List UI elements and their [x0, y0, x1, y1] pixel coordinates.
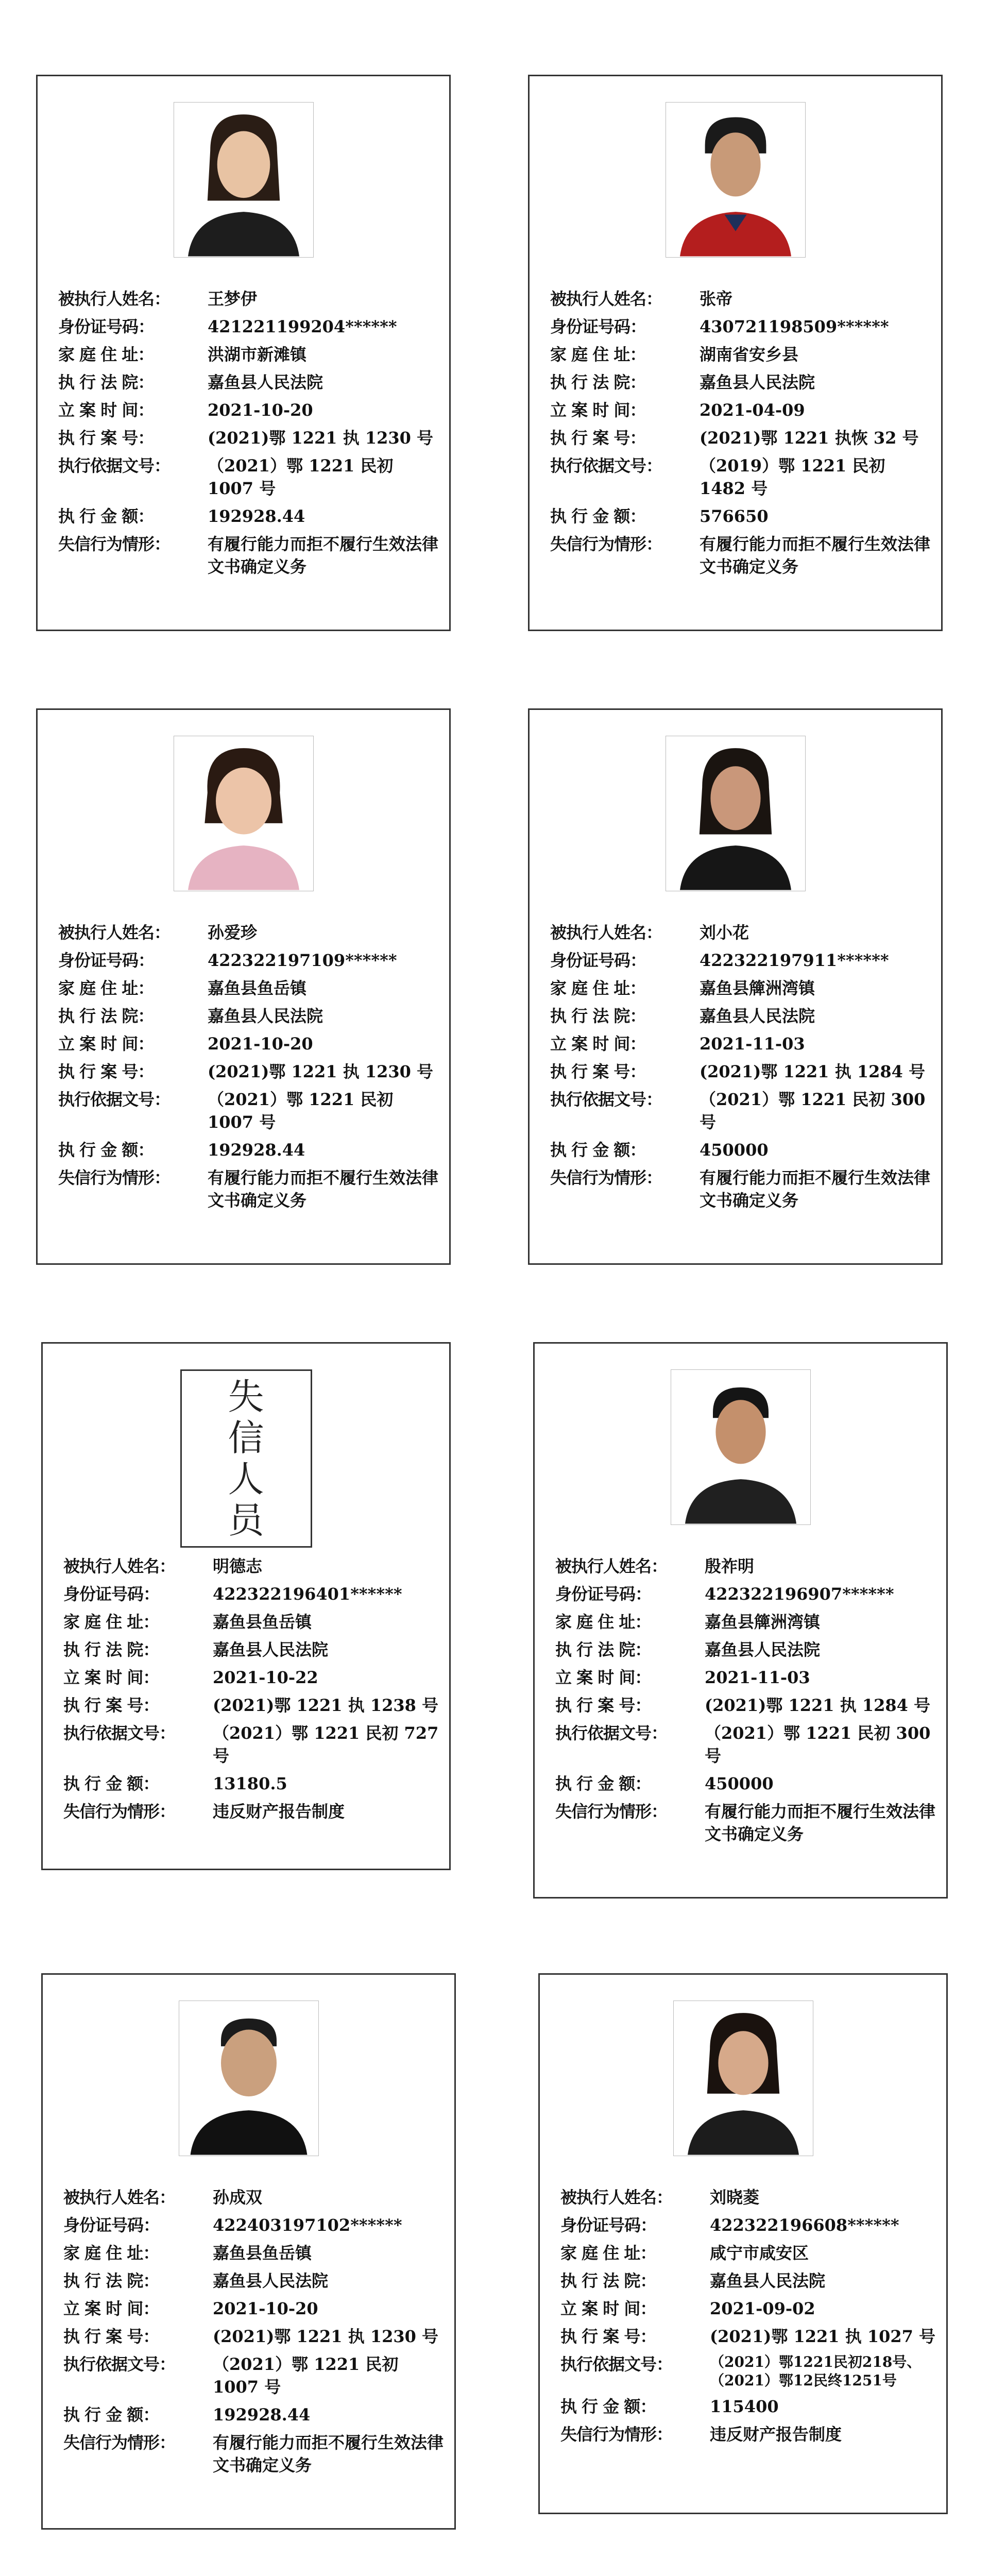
- portrait-photo: [174, 102, 314, 258]
- person-name: 王梦伊: [208, 289, 258, 309]
- dishonest-stamp: [180, 1369, 312, 1548]
- id-number: 422322197911******: [700, 951, 889, 970]
- label-filed: 立 案 时 间：: [550, 400, 646, 420]
- person-name: 明德志: [213, 1556, 263, 1576]
- home-address: 嘉鱼县簰洲湾镇: [705, 1612, 821, 1632]
- id-number: 422322197109******: [208, 951, 397, 970]
- dishonest-behavior: 有履行能力而拒不履行生效法律文书确定义务: [700, 1168, 931, 1210]
- execution-amount: 450000: [700, 1140, 769, 1160]
- dishonest-behavior: 违反财产报告制度: [710, 2425, 842, 2444]
- label-behavior: 失信行为情形：: [58, 534, 170, 554]
- case-number: (2021)鄂 1221 执 1027 号: [710, 2327, 936, 2346]
- execution-amount: 13180.5: [213, 1774, 287, 1793]
- filing-date: 2021-10-20: [213, 2299, 318, 2318]
- basis-document: （2021）鄂 1221 民初 1007 号: [213, 2354, 399, 2397]
- stamp-char: 信: [228, 1417, 264, 1459]
- dishonest-behavior: 违反财产报告制度: [213, 1802, 345, 1821]
- home-address: 嘉鱼县鱼岳镇: [213, 2243, 312, 2263]
- label-address: 家 庭 住 址：: [550, 978, 646, 998]
- label-amount: 执 行 金 额：: [63, 2405, 159, 2425]
- case-number: (2021)鄂 1221 执 1284 号: [700, 1062, 926, 1081]
- label-court: 执 行 法 院：: [63, 2271, 159, 2291]
- court: 嘉鱼县人民法院: [700, 1006, 815, 1026]
- label-case: 执 行 案 号：: [63, 2327, 159, 2346]
- id-number: 422322196608******: [710, 2215, 899, 2235]
- filing-date: 2021-11-03: [705, 1668, 810, 1687]
- label-court: 执 行 法 院：: [63, 1640, 159, 1659]
- label-name: 被执行人姓名：: [550, 923, 662, 942]
- filing-date: 2021-10-20: [208, 400, 313, 420]
- label-id: 身份证号码：: [550, 951, 646, 970]
- id-number: 430721198509******: [700, 317, 889, 336]
- person-name: 孙成双: [213, 2188, 263, 2207]
- person-name: 张帝: [700, 289, 733, 309]
- dishonest-behavior: 有履行能力而拒不履行生效法律文书确定义务: [208, 1168, 439, 1210]
- dishonest-behavior: 有履行能力而拒不履行生效法律文书确定义务: [213, 2433, 444, 2475]
- person-name: 殷祚明: [705, 1556, 755, 1576]
- basis-document: （2021）鄂1221民初218号、（2021）鄂12民终1251号: [710, 2353, 922, 2389]
- court: 嘉鱼县人民法院: [705, 1640, 821, 1659]
- label-filed: 立 案 时 间：: [63, 2299, 159, 2318]
- label-name: 被执行人姓名：: [63, 1556, 176, 1576]
- filing-date: 2021-04-09: [700, 400, 805, 420]
- label-amount: 执 行 金 额：: [58, 506, 154, 526]
- id-number: 422322196401******: [213, 1584, 402, 1604]
- label-court: 执 行 法 院：: [58, 1006, 154, 1026]
- label-address: 家 庭 住 址：: [63, 1612, 159, 1632]
- label-court: 执 行 法 院：: [555, 1640, 651, 1659]
- stamp-char: 失: [228, 1376, 264, 1418]
- filing-date: 2021-10-20: [208, 1034, 313, 1054]
- home-address: 咸宁市咸安区: [710, 2243, 809, 2263]
- home-address: 湖南省安乡县: [700, 345, 799, 364]
- label-behavior: 失信行为情形：: [550, 1168, 662, 1188]
- home-address: 洪湖市新滩镇: [208, 345, 307, 364]
- label-name: 被执行人姓名：: [63, 2188, 176, 2207]
- label-case: 执 行 案 号：: [58, 1062, 154, 1081]
- label-basis: 执行依据文号：: [63, 2354, 176, 2374]
- id-number: 421221199204******: [208, 317, 397, 336]
- case-number: (2021)鄂 1221 执 1230 号: [208, 1062, 434, 1081]
- court: 嘉鱼县人民法院: [208, 1006, 323, 1026]
- basis-document: （2021）鄂 1221 民初 300 号: [705, 1723, 931, 1766]
- portrait-photo: [179, 2001, 319, 2156]
- court: 嘉鱼县人民法院: [208, 372, 323, 392]
- case-number: (2021)鄂 1221 执恢 32 号: [700, 428, 919, 448]
- case-number: (2021)鄂 1221 执 1284 号: [705, 1696, 931, 1715]
- person-card: [36, 708, 451, 1265]
- execution-amount: 192928.44: [208, 506, 305, 526]
- filing-date: 2021-10-22: [213, 1668, 318, 1687]
- person-card: [533, 1342, 948, 1899]
- label-court: 执 行 法 院：: [550, 1006, 646, 1026]
- execution-amount: 576650: [700, 506, 769, 526]
- label-case: 执 行 案 号：: [550, 428, 646, 448]
- portrait-photo: [174, 736, 314, 891]
- person-name: 刘小花: [700, 923, 749, 942]
- person-card: [41, 1973, 456, 2530]
- dishonest-behavior: 有履行能力而拒不履行生效法律文书确定义务: [700, 534, 931, 577]
- label-case: 执 行 案 号：: [63, 1696, 159, 1715]
- label-filed: 立 案 时 间：: [58, 400, 154, 420]
- label-basis: 执行依据文号：: [550, 1090, 662, 1109]
- label-court: 执 行 法 院：: [550, 372, 646, 392]
- label-amount: 执 行 金 额：: [550, 1140, 646, 1160]
- id-number: 422403197102******: [213, 2215, 402, 2235]
- label-basis: 执行依据文号：: [550, 456, 662, 476]
- basis-document: （2021）鄂 1221 民初 727 号: [213, 1723, 439, 1766]
- label-address: 家 庭 住 址：: [555, 1612, 651, 1632]
- label-address: 家 庭 住 址：: [63, 2243, 159, 2263]
- label-behavior: 失信行为情形：: [550, 534, 662, 554]
- label-id: 身份证号码：: [58, 317, 155, 336]
- portrait-photo: [671, 1369, 811, 1525]
- label-id: 身份证号码：: [63, 2215, 160, 2235]
- label-filed: 立 案 时 间：: [555, 1668, 651, 1687]
- home-address: 嘉鱼县簰洲湾镇: [700, 978, 815, 998]
- dishonest-behavior: 有履行能力而拒不履行生效法律文书确定义务: [208, 534, 439, 577]
- label-filed: 立 案 时 间：: [63, 1668, 159, 1687]
- id-number: 422322196907******: [705, 1584, 894, 1604]
- stamp-char: 员: [228, 1499, 264, 1541]
- execution-amount: 192928.44: [213, 2405, 311, 2425]
- person-card: [528, 708, 943, 1265]
- stamp-char: 人: [228, 1458, 264, 1500]
- basis-document: （2019）鄂 1221 民初 1482 号: [700, 456, 885, 498]
- case-number: (2021)鄂 1221 执 1230 号: [213, 2327, 439, 2346]
- label-case: 执 行 案 号：: [560, 2327, 656, 2346]
- label-behavior: 失信行为情形：: [555, 1802, 668, 1821]
- court: 嘉鱼县人民法院: [213, 1640, 329, 1659]
- label-behavior: 失信行为情形：: [63, 1802, 176, 1821]
- label-name: 被执行人姓名：: [550, 289, 662, 309]
- label-basis: 执行依据文号：: [58, 1090, 170, 1109]
- portrait-photo: [666, 102, 806, 258]
- filing-date: 2021-09-02: [710, 2299, 815, 2318]
- court: 嘉鱼县人民法院: [213, 2271, 329, 2291]
- label-basis: 执行依据文号：: [58, 456, 170, 476]
- label-id: 身份证号码：: [550, 317, 646, 336]
- label-address: 家 庭 住 址：: [58, 345, 154, 364]
- label-name: 被执行人姓名：: [58, 923, 170, 942]
- person-card: [528, 75, 943, 631]
- label-behavior: 失信行为情形：: [63, 2433, 176, 2452]
- label-amount: 执 行 金 额：: [550, 506, 646, 526]
- person-name: 刘晓菱: [710, 2188, 760, 2207]
- person-card: [538, 1973, 948, 2514]
- label-amount: 执 行 金 额：: [555, 1774, 651, 1793]
- label-name: 被执行人姓名：: [560, 2188, 673, 2207]
- case-number: (2021)鄂 1221 执 1238 号: [213, 1696, 439, 1715]
- basis-document: （2021）鄂 1221 民初 1007 号: [208, 1090, 394, 1132]
- court: 嘉鱼县人民法院: [700, 372, 815, 392]
- label-address: 家 庭 住 址：: [550, 345, 646, 364]
- execution-amount: 115400: [710, 2397, 779, 2416]
- home-address: 嘉鱼县鱼岳镇: [208, 978, 307, 998]
- label-filed: 立 案 时 间：: [58, 1034, 154, 1054]
- home-address: 嘉鱼县鱼岳镇: [213, 1612, 312, 1632]
- label-amount: 执 行 金 额：: [560, 2397, 656, 2416]
- label-court: 执 行 法 院：: [58, 372, 154, 392]
- label-behavior: 失信行为情形：: [58, 1168, 170, 1188]
- label-address: 家 庭 住 址：: [58, 978, 154, 998]
- case-number: (2021)鄂 1221 执 1230 号: [208, 428, 434, 448]
- label-id: 身份证号码：: [555, 1584, 652, 1604]
- label-behavior: 失信行为情形：: [560, 2425, 673, 2444]
- portrait-photo: [673, 2001, 813, 2156]
- label-id: 身份证号码：: [63, 1584, 160, 1604]
- label-address: 家 庭 住 址：: [560, 2243, 656, 2263]
- label-amount: 执 行 金 额：: [63, 1774, 159, 1793]
- basis-document: （2021）鄂 1221 民初 1007 号: [208, 456, 394, 498]
- portrait-photo: [666, 736, 806, 891]
- person-card: [36, 75, 451, 631]
- label-basis: 执行依据文号：: [560, 2354, 673, 2374]
- basis-document: （2021）鄂 1221 民初 300 号: [700, 1090, 926, 1132]
- dishonest-behavior: 有履行能力而拒不履行生效法律文书确定义务: [705, 1802, 936, 1844]
- label-filed: 立 案 时 间：: [560, 2299, 656, 2318]
- person-card: [41, 1342, 451, 1870]
- label-court: 执 行 法 院：: [560, 2271, 656, 2291]
- label-basis: 执行依据文号：: [63, 1723, 176, 1743]
- person-name: 孙爱珍: [208, 923, 258, 942]
- label-basis: 执行依据文号：: [555, 1723, 668, 1743]
- label-case: 执 行 案 号：: [555, 1696, 651, 1715]
- execution-amount: 192928.44: [208, 1140, 305, 1160]
- label-id: 身份证号码：: [58, 951, 155, 970]
- label-name: 被执行人姓名：: [58, 289, 170, 309]
- execution-amount: 450000: [705, 1774, 774, 1793]
- filing-date: 2021-11-03: [700, 1034, 805, 1054]
- label-name: 被执行人姓名：: [555, 1556, 668, 1576]
- label-amount: 执 行 金 额：: [58, 1140, 154, 1160]
- court: 嘉鱼县人民法院: [710, 2271, 826, 2291]
- label-case: 执 行 案 号：: [58, 428, 154, 448]
- label-case: 执 行 案 号：: [550, 1062, 646, 1081]
- label-id: 身份证号码：: [560, 2215, 657, 2235]
- label-filed: 立 案 时 间：: [550, 1034, 646, 1054]
